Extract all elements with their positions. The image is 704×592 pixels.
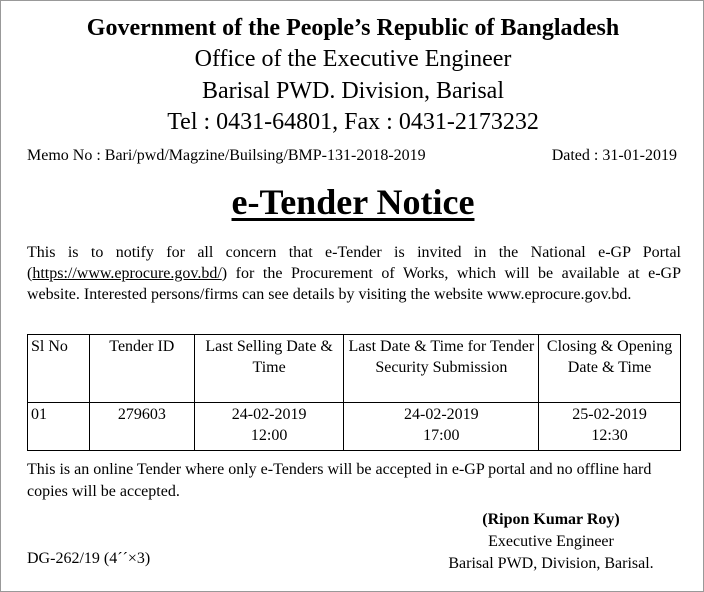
header-security-submission: Last Date & Time for Tender Security Submission: [344, 335, 539, 403]
header-closing-opening: Closing & Opening Date & Time: [539, 335, 681, 403]
security-date: 24-02-2019: [404, 406, 479, 423]
cell-sl-no: 01: [28, 403, 90, 451]
cell-last-selling: [194, 403, 344, 451]
memo-number: Memo No : Bari/pwd/Magzine/Builsing/BMP-131-2018-2019: [27, 147, 426, 164]
tender-table: [27, 334, 681, 451]
signatory-office: Barisal PWD, Division, Barisal.: [448, 555, 654, 572]
cell-security-submission: [344, 403, 539, 451]
header-tender-id: Tender ID: [89, 335, 194, 403]
eprocure-link[interactable]: https://www.eprocure.gov.bd/: [32, 265, 222, 282]
memo-date: Dated : 31-01-2019: [551, 147, 677, 164]
table-header-row: [28, 335, 681, 403]
contact-line: Tel : 0431-64801, Fax : 0431-2173232: [167, 109, 539, 135]
ad-code: DG-262/19 (4´´×3): [27, 550, 151, 567]
intro-text-start: This is to notify for all concern that e-Tender is invited in the National e-GP Portal (: [27, 244, 681, 282]
office-heading: Office of the Executive Engineer: [194, 46, 512, 72]
signatory-name: (Ripon Kumar Roy): [482, 511, 620, 528]
header-sl-no: Sl No: [28, 335, 90, 403]
division-heading: Barisal PWD. Division, Barisal: [202, 78, 504, 104]
online-tender-note: This is an online Tender where only e-Tenders will be accepted in e-GP portal and no offline hard copies will be accepted.: [27, 461, 652, 500]
intro-text-end: ) for the Procurement of Works, which will be available at e-GP website. Interested persons/firms can see details by visiting the website www.eprocure.gov.bd.: [27, 265, 681, 303]
signatory-designation: Executive Engineer: [488, 533, 614, 550]
last-selling-time: 12:00: [250, 427, 288, 444]
cell-closing-opening: [539, 403, 681, 451]
government-heading: Government of the People’s Republic of Bangladesh: [86, 15, 620, 41]
header-last-selling: Last Selling Date & Time: [194, 335, 344, 403]
closing-time: 12:30: [591, 427, 628, 444]
intro-paragraph: [27, 242, 681, 305]
security-time: 17:00: [423, 427, 460, 444]
table-row: [28, 403, 681, 451]
last-selling-date: 24-02-2019: [231, 406, 307, 423]
cell-tender-id: 279603: [89, 403, 194, 451]
closing-date: 25-02-2019: [572, 406, 647, 423]
notice-title: e-Tender Notice: [231, 182, 475, 222]
